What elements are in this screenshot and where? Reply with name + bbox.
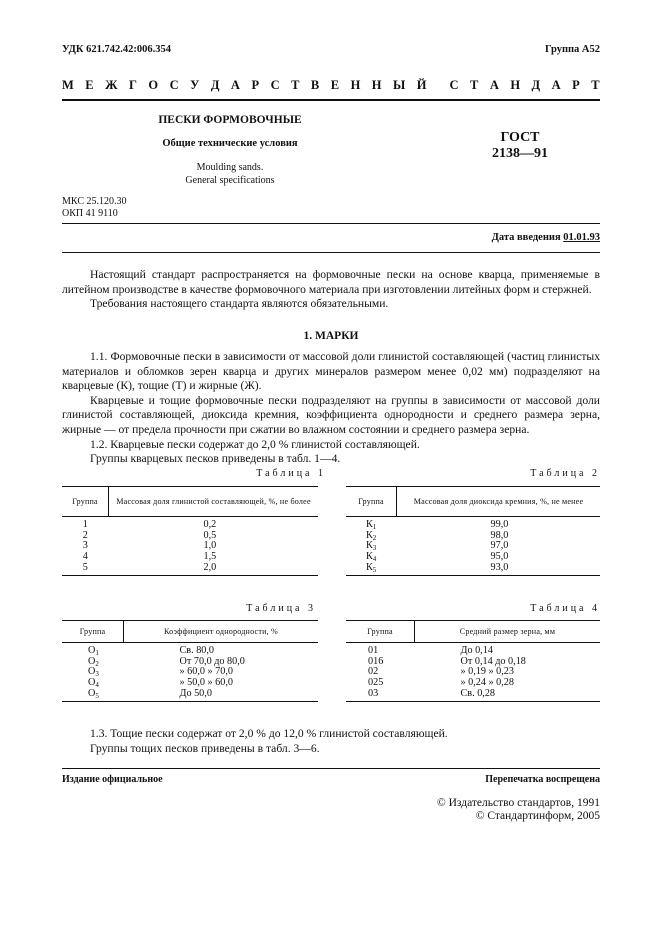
banner-letter: Г bbox=[128, 78, 137, 92]
table-row bbox=[346, 563, 600, 575]
banner-letter: Ж bbox=[105, 78, 118, 92]
group-cell: 025 bbox=[368, 677, 384, 689]
group-subscript: 5 bbox=[372, 565, 377, 574]
table-1-caption: Таблица 1 bbox=[256, 468, 326, 479]
value-cell: От 0,14 до 0,18 bbox=[460, 655, 526, 667]
group-cell: 4 bbox=[82, 551, 88, 563]
clause-1-1: 1.1. Формовочные пески в зависимости от массовой доли глинистой составляющей (частиц глинистых материалов и обломков зерен кварца и других минералов размером менее 0,02 мм) подразделяют на кварцевые (К), тощие (Т) и жирные (Ж). bbox=[62, 350, 600, 393]
banner-letter: А bbox=[489, 78, 499, 92]
clause-1-3-block bbox=[62, 727, 600, 756]
section-1-text bbox=[62, 350, 600, 467]
date-rule bbox=[62, 252, 600, 253]
banner-letter: Ы bbox=[393, 78, 406, 92]
header-rule bbox=[62, 99, 600, 101]
value-cell: От 70,0 до 80,0 bbox=[179, 655, 245, 667]
table-row bbox=[346, 531, 600, 542]
gost-label: ГОСТ bbox=[500, 130, 540, 145]
table-3-caption: Таблица 3 bbox=[246, 603, 316, 614]
group-cell bbox=[346, 563, 397, 575]
group-cell: 1 bbox=[82, 519, 88, 530]
group-letter: К bbox=[366, 529, 373, 541]
table-row bbox=[62, 541, 318, 552]
table-row bbox=[346, 517, 600, 531]
banner-letter: Н bbox=[510, 78, 521, 92]
table-2 bbox=[346, 486, 600, 576]
banner-letter: Д bbox=[531, 78, 541, 92]
clause-1-2: 1.2. Кварцевые пески содержат до 2,0 % глинистой составляющей. bbox=[90, 437, 420, 451]
banner-letter: С bbox=[169, 78, 179, 92]
group-subscript: 2 bbox=[95, 659, 99, 668]
group-subscript: 3 bbox=[372, 544, 377, 553]
table-row bbox=[62, 517, 318, 531]
group-subscript: 2 bbox=[372, 533, 377, 542]
table-1 bbox=[62, 486, 318, 576]
table-row bbox=[62, 531, 318, 542]
banner-letter: Н bbox=[371, 78, 382, 92]
value-cell: 99,0 bbox=[490, 519, 509, 530]
banner-letter: Р bbox=[251, 78, 260, 92]
group-letter: К bbox=[366, 519, 373, 530]
introduction bbox=[62, 268, 600, 312]
value-cell: 98,0 bbox=[490, 529, 509, 541]
table-1-header-group: Группа bbox=[62, 487, 109, 517]
english-title-line-2: General specifications bbox=[185, 175, 275, 186]
value-cell: 0,2 bbox=[203, 519, 217, 530]
banner-letter: О bbox=[148, 78, 159, 92]
banner-letter: У bbox=[190, 78, 200, 92]
title-rule bbox=[62, 223, 600, 224]
banner-letter: С bbox=[270, 78, 280, 92]
value-cell: 1,5 bbox=[203, 551, 217, 563]
value-cell: » 0,24 » 0,28 bbox=[460, 677, 514, 689]
group-subscript: 1 bbox=[95, 649, 99, 657]
table-3 bbox=[62, 620, 318, 702]
banner-letter: С bbox=[449, 78, 459, 92]
clause-1-3: 1.3. Тощие пески содержат от 2,0 % до 12,0 % глинистой составляющей. bbox=[90, 727, 448, 740]
group-cell: 5 bbox=[62, 563, 109, 575]
value-cell: До 0,14 bbox=[460, 645, 493, 656]
okp-code: ОКП 41 9110 bbox=[62, 208, 118, 219]
section-heading: 1. МАРКИ bbox=[303, 330, 359, 342]
value-cell: До 50,0 bbox=[124, 689, 319, 701]
intro-paragraph-1: Настоящий стандарт распространяется на формовочные пески на основе кварца, применяемые в литейном производстве в качестве формовочного материала при изготовлении литейных форм и стержней. bbox=[62, 268, 600, 296]
group-subscript: 3 bbox=[95, 670, 99, 679]
group-letter: О bbox=[88, 655, 96, 667]
mks-code: МКС 25.120.30 bbox=[62, 196, 127, 207]
clause-1-1-continued: Кварцевые и тощие формовочные пески подразделяют на группы в зависимости от массовой доли глинистой составляющей, диоксида кремния, коэффициента однородности и среднего размера зерна, жирные — от предела прочности при сжатии во влажном состоянии и среднего размера зерна. bbox=[62, 393, 600, 436]
copyright-2005: © Стандартинформ, 2005 bbox=[475, 810, 600, 822]
banner-letter: Р bbox=[572, 78, 580, 92]
group-cell: 03 bbox=[346, 689, 415, 701]
udk-code: УДК 621.742.42:006.354 bbox=[62, 44, 171, 55]
table-2-header-group: Группа bbox=[346, 487, 397, 517]
value-cell: Св. 80,0 bbox=[179, 645, 215, 656]
table-row bbox=[346, 552, 600, 563]
value-cell: Св. 0,28 bbox=[415, 689, 601, 701]
clause-1-3-reference: Группы тощих песков приведены в табл. 3—6. bbox=[90, 741, 320, 755]
group-cell: 2 bbox=[82, 529, 88, 541]
table-row bbox=[62, 563, 318, 575]
official-edition: Издание официальное bbox=[62, 774, 163, 785]
table-row bbox=[62, 552, 318, 563]
banner-letter: Й bbox=[416, 78, 427, 92]
group-cell: 01 bbox=[368, 645, 379, 656]
group-subscript: 4 bbox=[372, 555, 377, 564]
group-letter: О bbox=[88, 687, 96, 699]
group-cell: 016 bbox=[368, 655, 384, 667]
introduction-date bbox=[492, 232, 600, 243]
group-letter: К bbox=[366, 561, 373, 573]
value-cell: 0,5 bbox=[203, 529, 217, 541]
table-row bbox=[62, 689, 318, 701]
introduction-date-value: 01.01.93 bbox=[563, 232, 600, 243]
table-4-header-grain-size: Средний размер зерна, мм bbox=[415, 621, 601, 643]
group-letter: О bbox=[88, 645, 96, 656]
table-4-caption: Таблица 4 bbox=[530, 603, 600, 614]
value-cell: » 50,0 » 60,0 bbox=[179, 677, 233, 689]
copyright-1991: © Издательство стандартов, 1991 bbox=[436, 797, 600, 809]
table-4 bbox=[346, 620, 600, 702]
value-cell: 1,0 bbox=[203, 540, 217, 552]
english-title-line-1: Moulding sands. bbox=[196, 162, 264, 173]
table-2-header-silica-share: Массовая доля диоксида кремния, %, не менее bbox=[397, 487, 601, 517]
banner-letter: Т bbox=[591, 78, 600, 92]
group-cell: 3 bbox=[82, 540, 88, 552]
value-cell: 93,0 bbox=[397, 563, 601, 575]
group-letter: О bbox=[88, 677, 96, 689]
value-cell: » 60,0 » 70,0 bbox=[179, 666, 233, 678]
table-row bbox=[62, 643, 318, 657]
group-subscript: 5 bbox=[95, 691, 99, 700]
group-subscript: 4 bbox=[95, 681, 99, 690]
standard-title: ПЕСКИ ФОРМОВОЧНЫЕ bbox=[158, 114, 302, 126]
banner-letter: В bbox=[310, 78, 320, 92]
group-cell: 02 bbox=[368, 666, 379, 678]
table-1-header-clay-share: Массовая доля глинистой составляющей, %, не более bbox=[109, 487, 319, 517]
value-cell: 97,0 bbox=[490, 540, 509, 552]
table-3-header-uniformity: Коэффициент однородности, % bbox=[124, 621, 319, 643]
group-cell bbox=[62, 689, 124, 701]
group-letter: К bbox=[366, 551, 373, 563]
table-2-caption: Таблица 2 bbox=[530, 468, 600, 479]
banner-letter: Е bbox=[330, 78, 340, 92]
banner-letter: Д bbox=[210, 78, 220, 92]
group-cell bbox=[346, 517, 397, 531]
banner-letter: А bbox=[230, 78, 240, 92]
table-row bbox=[346, 689, 600, 701]
clause-1-2-reference: Группы кварцевых песков приведены в табл. 1—4. bbox=[90, 452, 341, 466]
reprint-prohibited: Перепечатка воспрещена bbox=[485, 774, 600, 785]
table-row bbox=[346, 643, 600, 657]
standard-subtitle: Общие технические условия bbox=[162, 138, 298, 149]
group-cell bbox=[62, 643, 124, 657]
value-cell: 95,0 bbox=[490, 551, 509, 563]
intro-paragraph-2: Требования настоящего стандарта являются обязательными. bbox=[90, 297, 389, 311]
banner-letter: Е bbox=[85, 78, 94, 92]
banner-letter: А bbox=[551, 78, 561, 92]
value-cell: 2,0 bbox=[109, 563, 319, 575]
banner-letter: М bbox=[62, 78, 74, 92]
banner-letter: Т bbox=[291, 78, 300, 92]
group-subscript: 1 bbox=[372, 523, 377, 531]
gost-number: 2138—91 bbox=[492, 146, 548, 161]
footer-rule bbox=[62, 768, 600, 769]
banner-letter: Н bbox=[350, 78, 361, 92]
group-letter: О bbox=[88, 666, 96, 678]
group-code: Группа А52 bbox=[544, 44, 600, 55]
value-cell: » 0,19 » 0,23 bbox=[460, 666, 514, 678]
interstate-standard-banner bbox=[62, 78, 600, 94]
group-letter: К bbox=[366, 540, 373, 552]
table-4-header-group: Группа bbox=[346, 621, 415, 643]
table-row bbox=[346, 541, 600, 552]
table-3-header-group: Группа bbox=[62, 621, 124, 643]
banner-letter: Т bbox=[469, 78, 479, 92]
introduction-date-label: Дата введения bbox=[491, 232, 561, 243]
